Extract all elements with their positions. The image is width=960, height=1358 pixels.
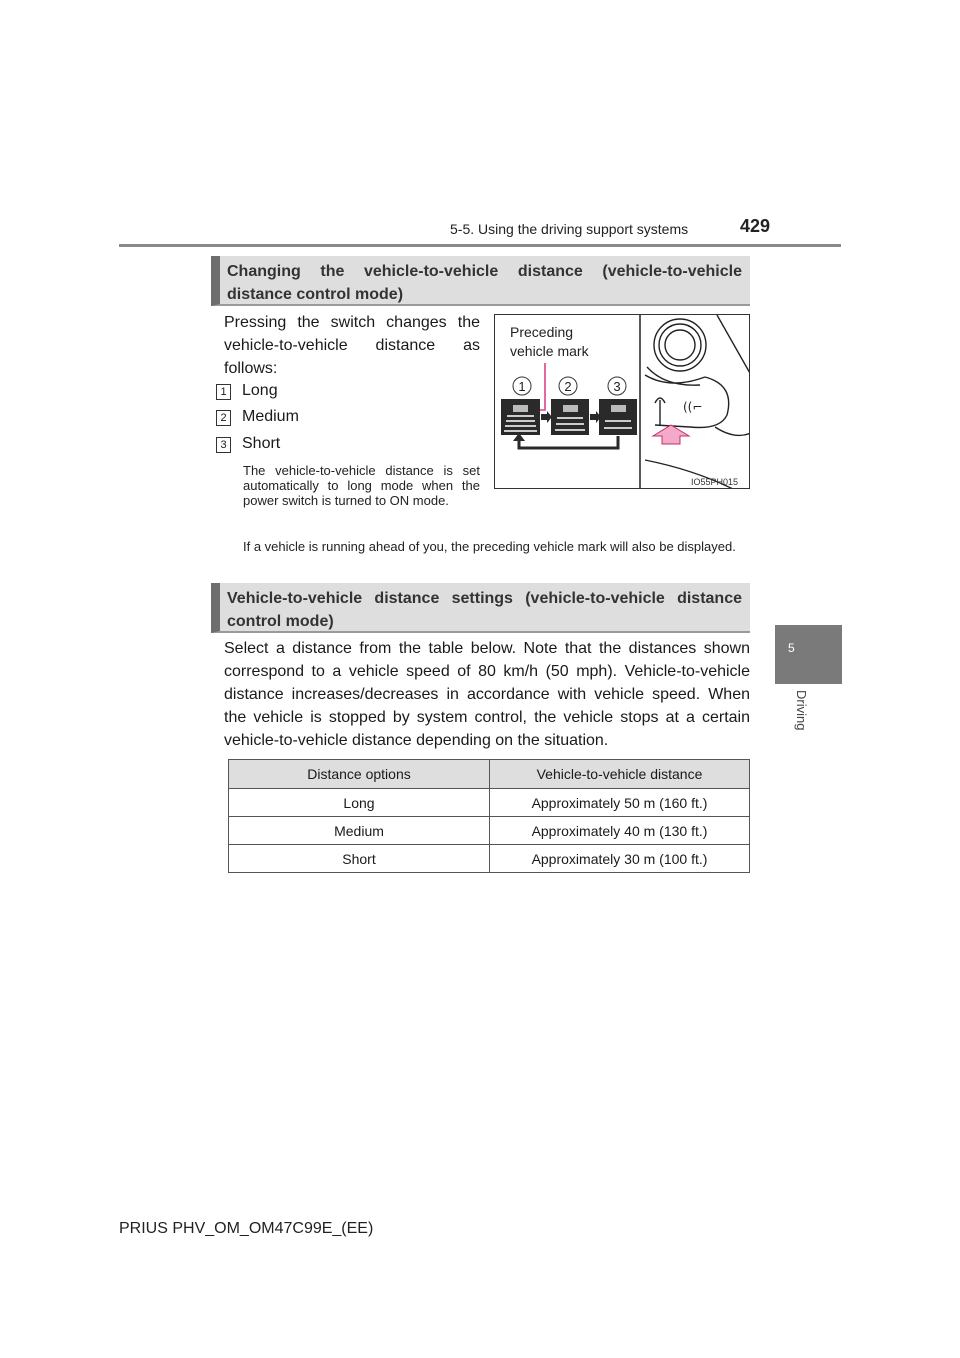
press-arrow-icon bbox=[653, 425, 689, 444]
running-header-section-title: 5-5. Using the driving support systems bbox=[450, 221, 689, 237]
section2-body-text: Select a distance from the table below. Note that the distances shown correspond to a vehicle speed of 80 km/h (50 mph). Vehicle-to-vehicle distance increases/decreases in accordance with vehicle speed. When the vehicle is stopped by system control, the vehicle stops at a certain vehicle-to-vehicle distance depending on the situation. bbox=[224, 640, 750, 749]
section-heading-distance-settings: Vehicle-to-vehicle distance settings (vehicle-to-vehicle distance control mode) bbox=[211, 583, 750, 633]
next-arrow-icon bbox=[541, 411, 552, 423]
table-row bbox=[229, 789, 750, 817]
callout-label-line2: vehicle mark bbox=[510, 343, 589, 359]
note-preceding-vehicle: If a vehicle is running ahead of you, the preceding vehicle mark will also be displayed. bbox=[243, 539, 736, 554]
table-cell: Approximately 30 m (100 ft.) bbox=[490, 845, 750, 873]
table-cell: Long bbox=[229, 789, 490, 817]
number-badge: 3 bbox=[216, 437, 231, 453]
page-number: 429 bbox=[740, 216, 771, 236]
section1-intro-text: Pressing the switch changes the vehicle-to-vehicle distance as follows: bbox=[224, 314, 480, 377]
marker-number: 2 bbox=[564, 379, 572, 394]
display-short-icon bbox=[599, 399, 637, 435]
marker-1 bbox=[513, 377, 531, 395]
chapter-label bbox=[776, 690, 816, 750]
distance-table bbox=[228, 759, 750, 873]
display-long-icon bbox=[501, 399, 540, 435]
table-header-row bbox=[229, 760, 750, 789]
marker-3 bbox=[608, 377, 626, 395]
table-cell: Short bbox=[229, 845, 490, 873]
display-medium-icon bbox=[551, 399, 589, 435]
distance-switch-illustration bbox=[494, 314, 750, 489]
number-badge: 2 bbox=[216, 410, 231, 426]
list-item-label: Medium bbox=[242, 408, 299, 425]
number-badge: 1 bbox=[216, 384, 231, 400]
table-row bbox=[229, 845, 750, 873]
list-item-label: Long bbox=[242, 382, 278, 399]
table-row bbox=[229, 817, 750, 845]
marker-number: 3 bbox=[613, 379, 621, 394]
table-cell: Medium bbox=[229, 817, 490, 845]
header-divider bbox=[119, 244, 841, 247]
footer-model-code: PRIUS PHV_OM_OM47C99E_(EE) bbox=[119, 1220, 374, 1237]
image-code: IO55PH015 bbox=[691, 477, 739, 487]
table-cell: Approximately 40 m (130 ft.) bbox=[490, 817, 750, 845]
table-cell: Approximately 50 m (160 ft.) bbox=[490, 789, 750, 817]
marker-number: 1 bbox=[518, 379, 526, 394]
illustration-svg bbox=[495, 315, 750, 489]
return-loop-arrow bbox=[519, 436, 618, 448]
column-header-distance-options: Distance options bbox=[229, 760, 490, 789]
list-item-label: Short bbox=[242, 435, 281, 452]
column-header-vehicle-distance: Vehicle-to-vehicle distance bbox=[490, 760, 750, 789]
marker-2 bbox=[559, 377, 577, 395]
callout-label-line1: Preceding bbox=[510, 324, 574, 340]
section-heading-changing-distance: Changing the vehicle-to-vehicle distance (vehicle-to-vehicle distance control mode) bbox=[211, 256, 750, 306]
chapter-label-text: Driving bbox=[794, 690, 809, 731]
chapter-tab bbox=[775, 625, 842, 684]
note-power-switch: The vehicle-to-vehicle distance is set automatically to long mode when the power switch is turned to ON mode. bbox=[243, 463, 480, 508]
distance-switch-icon: ((⌐ bbox=[683, 400, 703, 414]
chapter-tab-number: 5 bbox=[788, 641, 795, 655]
